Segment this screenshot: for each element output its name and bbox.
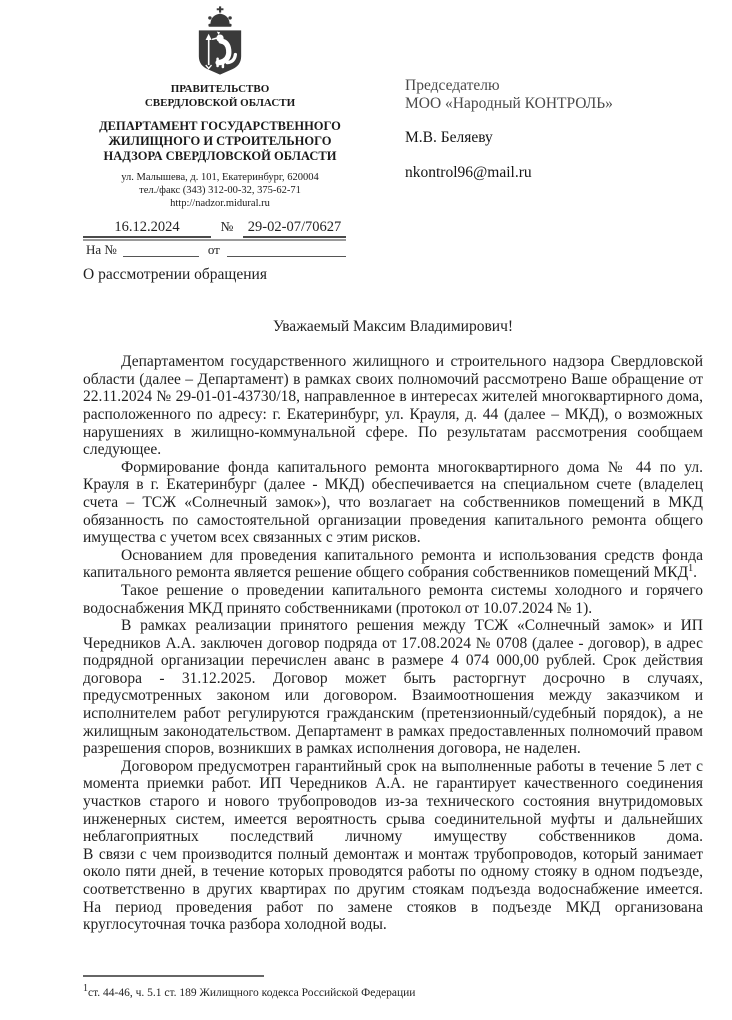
- letterhead-phone: тел./факс (343) 312-00-32, 375-62-71: [139, 185, 301, 196]
- addressee-role-line2: МОО «Народный КОНТРОЛЬ»: [405, 94, 613, 112]
- paragraph-6c: На период проведения работ по замене стояков в подъезде МКД организована круглосуточная точка разбора холодной воды.: [83, 898, 703, 934]
- paragraph-4: Такое решение о проведении капитального ремонта системы холодного и горячего водоснабжения МКД принято собственниками (протокол от 10.07.2024 № 1).: [83, 581, 703, 617]
- number-sign: №: [220, 219, 234, 234]
- footnote-divider: [83, 975, 264, 977]
- government-line2: СВЕРДЛОВСКОЙ ОБЛАСТИ: [144, 96, 296, 109]
- letter-date: 16.12.2024: [83, 219, 211, 238]
- paragraph-6a: Договором предусмотрен гарантийный срок на выполненные работы в течение 5 лет с момента приемки работ. ИП Чередников А.А. не гарантирует качественного соединения участков старого и нового трубопроводов из-за технического состояния внутридомовых инженерных систем, имеется вероятность срыва соединительной муфты и дальнейших неблагоприятных последствий личному имуществу собственников дома.: [83, 757, 703, 846]
- subject-line: О рассмотрении обращения: [83, 266, 267, 283]
- reference-divider: [83, 239, 346, 241]
- reference-block: [83, 219, 346, 257]
- department-name-line2: ЖИЛИЩНОГО И СТРОИТЕЛЬНОГО: [108, 134, 332, 148]
- paragraph-2: Формирование фонда капитального ремонта многоквартирного дома № 44 по ул. Крауля в г. Екатеринбург (далее - МКД) обеспечивается на специальном счете (владелец счета – ТСЖ «Солнечный замок»), что возлагает на собственников помещений в МКД обязанность по самостоятельной организации проведения капитального ремонта общего имущества с учетом всех связанных с этим рисков.: [83, 458, 703, 547]
- paragraph-3: [83, 547, 703, 582]
- paragraph-3-text: Основанием для проведения капитального ремонта и использования средств фонда капитального ремонта является решение общего собрания собственников помещений МКД: [83, 546, 703, 582]
- letterhead-address: ул. Малышева, д. 101, Екатеринбург, 620004: [121, 172, 319, 183]
- letter-body: [83, 318, 703, 934]
- reply-from-label: от: [207, 242, 220, 257]
- paragraph-3-tail: .: [693, 564, 698, 582]
- addressee-block: [405, 77, 705, 181]
- department-name-line1: ДЕПАРТАМЕНТ ГОСУДАРСТВЕННОГО: [99, 119, 341, 133]
- paragraph-6b: В связи с чем производится полный демонтаж и монтаж трубопроводов, который занимает около пяти дней, в течение которых проводятся работы по одному стояку в одном подъезде, соответственно в других квартирах по другим стоякам подъезда водоснабжение имеется.: [83, 845, 703, 898]
- addressee-role-line1: Председателю: [405, 77, 500, 94]
- footnote-text: ст. 44-46, ч. 5.1 ст. 189 Жилищного кодекса Российской Федерации: [88, 986, 416, 999]
- letterhead-website-link[interactable]: http://nadzor.midural.ru: [170, 198, 270, 209]
- paragraph-1: Департаментом государственного жилищного и строительного надзора Свердловской области (далее – Департамент) в рамках своих полномочий рассмотрено Ваше обращение от 22.11.2024 № 29-01-01-43730/18, направленное в интересах жителей многоквартирного дома, расположенного по адресу: г. Екатеринбург, ул. Крауля, д. 44 (далее – МКД), о возможных нарушениях в жилищно-коммунальной сфере. По результатам рассмотрения сообщаем следующее.: [83, 353, 703, 459]
- footnote-text-line: [83, 982, 703, 1000]
- department-name-line3: НАДЗОРА СВЕРДЛОВСКОЙ ОБЛАСТИ: [103, 149, 337, 163]
- paragraph-5: В рамках реализации принятого решения между ТСЖ «Солнечный замок» и ИП Чередников А.А. заключен договор подряда от 17.08.2024 № 0708 (далее - договор), в адрес подрядной организации перечислен аванс в размере 4 074 000,00 рублей. Срок действия договора - 31.12.2025. Договор может быть расторгнут досрочно в случаях, предусмотренных законом или договором. Взаимоотношения между заказчиком и исполнителем работ регулируются гражданским (претензионный/судебный порядок), а не жилищным законодательством. Департамент в рамках предоставленных полномочий правом разрешения споров, возникших в рамках исполнения договора, не наделен.: [83, 617, 703, 758]
- reply-number-blank-line: [123, 242, 199, 257]
- footnote-block: [83, 975, 703, 1000]
- reply-to-label: На №: [86, 242, 117, 257]
- footnote-number: 1: [83, 983, 88, 994]
- letter-number: 29-02-07/70627: [243, 219, 346, 238]
- government-line1: ПРАВИТЕЛЬСТВО: [170, 83, 270, 95]
- letterhead: [85, 6, 355, 210]
- footnote-ref-marker: 1: [688, 563, 694, 575]
- salutation: Уважаемый Максим Владимирович!: [272, 318, 514, 335]
- reply-date-blank-line: [227, 242, 346, 257]
- addressee-name: М.В. Беляеву: [405, 129, 493, 146]
- sverdlovsk-coat-of-arms-icon: [195, 6, 245, 76]
- addressee-email-link[interactable]: nkontrol96@mail.ru: [405, 163, 532, 181]
